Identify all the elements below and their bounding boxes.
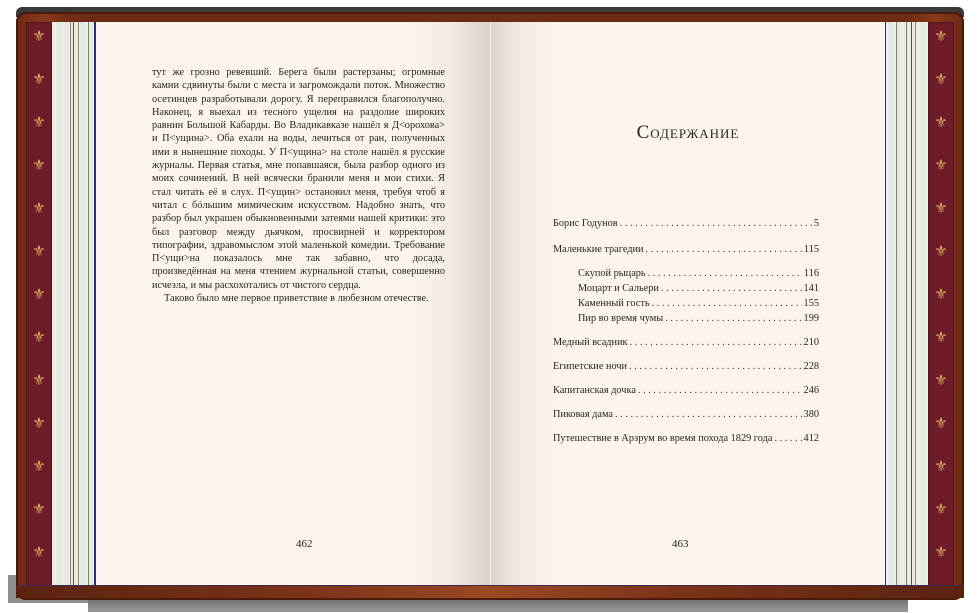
fleur-de-lis-icon: ⚜: [32, 328, 46, 346]
toc-entry-page: 380: [803, 409, 819, 420]
fleur-de-lis-icon: ⚜: [32, 500, 46, 518]
fleur-de-lis-icon: ⚜: [934, 457, 948, 475]
fleur-de-lis-icon: ⚜: [32, 371, 46, 389]
toc-entry-page: 412: [803, 433, 819, 444]
fleur-de-lis-icon: ⚜: [32, 414, 46, 432]
toc-entry-page: 228: [803, 361, 819, 372]
fleur-de-lis-icon: ⚜: [934, 371, 948, 389]
left-page: [96, 22, 490, 585]
fleur-de-lis-icon: ⚜: [32, 27, 46, 45]
toc-entry-title: Маленькие трагедии: [553, 244, 644, 255]
toc-entry-title: Каменный гость: [553, 298, 652, 310]
fleur-de-lis-icon: ⚜: [934, 199, 948, 217]
toc-dot-leader: [648, 268, 802, 280]
left-page-edges: [52, 22, 96, 585]
fleur-de-lis-icon: ⚜: [32, 457, 46, 475]
fleur-de-lis-icon: ⚜: [934, 328, 948, 346]
toc-entry: [553, 337, 819, 349]
fleur-de-lis-icon: ⚜: [934, 242, 948, 260]
toc-entry-title: Путешествие в Арзрум во время похода 1829 года: [553, 433, 773, 444]
toc-entry: [553, 268, 819, 280]
toc-entry-title: Египетские ночи: [553, 361, 628, 372]
toc-entry: [553, 298, 819, 310]
fleur-de-lis-icon: ⚜: [934, 500, 948, 518]
toc-dot-leader: [665, 313, 801, 325]
toc-entry-title: Капитанская дочка: [553, 385, 636, 396]
fleur-de-lis-icon: ⚜: [934, 27, 948, 45]
right-ornament-band: [928, 22, 954, 592]
toc-entry-title: Скупой рыцарь: [553, 268, 648, 280]
fleur-de-lis-icon: ⚜: [934, 543, 948, 561]
toc-entry: [553, 361, 819, 373]
toc-entry-title: Борис Годунов: [553, 218, 618, 229]
right-page-edges: [884, 22, 928, 585]
toc-dot-leader: [646, 244, 802, 256]
toc-entry-title: Моцарт и Сальери: [553, 283, 661, 295]
toc-dot-leader: [652, 298, 802, 310]
toc-dot-leader: [620, 218, 812, 230]
toc-dot-leader: [638, 385, 802, 397]
contents-title: Содержание: [636, 122, 740, 143]
toc-entry: [553, 409, 819, 421]
toc-entry-page: 141: [803, 283, 819, 294]
toc-dot-leader: [630, 337, 802, 349]
right-page: [490, 22, 885, 585]
body-text: [152, 66, 445, 305]
fleur-de-lis-icon: ⚜: [934, 285, 948, 303]
fleur-de-lis-icon: ⚜: [32, 285, 46, 303]
book-shadow-bottom: [88, 598, 908, 612]
fleur-de-lis-icon: ⚜: [32, 199, 46, 217]
toc-entry-title: Медный всадник: [553, 337, 628, 348]
page-number-left: 462: [296, 538, 313, 550]
fleur-de-lis-icon: ⚜: [934, 414, 948, 432]
fleur-de-lis-icon: ⚜: [934, 156, 948, 174]
toc-dot-leader: [615, 409, 802, 421]
table-of-contents: [553, 218, 819, 445]
page-number-right: 463: [672, 538, 689, 550]
toc-entry-page: 246: [803, 385, 819, 396]
toc-entry-title: Пиковая дама: [553, 409, 614, 420]
toc-entry-page: 155: [803, 298, 819, 309]
toc-entry-page: 115: [803, 244, 819, 255]
fleur-de-lis-icon: ⚜: [32, 70, 46, 88]
fleur-de-lis-icon: ⚜: [32, 543, 46, 561]
toc-entry: [553, 218, 819, 230]
book-cover-bottom-edge: [16, 585, 964, 598]
toc-entry: [553, 313, 819, 325]
toc-entry-page: 5: [813, 218, 819, 229]
toc-entry-page: 210: [803, 337, 819, 348]
toc-entry-page: 199: [803, 313, 819, 324]
toc-entry: [553, 433, 819, 445]
toc-dot-leader: [774, 433, 801, 445]
paragraph: Таково было мне первое приветствие в любезном отечестве.: [164, 293, 429, 305]
toc-entry: [553, 283, 819, 295]
fleur-de-lis-icon: ⚜: [32, 242, 46, 260]
toc-dot-leader: [629, 361, 802, 373]
toc-entry-page: 116: [803, 268, 819, 279]
fleur-de-lis-icon: ⚜: [934, 113, 948, 131]
toc-entry: [553, 385, 819, 397]
toc-dot-leader: [661, 283, 802, 295]
toc-entry-title: Пир во время чумы: [553, 313, 665, 325]
left-ornament-band: [26, 22, 52, 592]
paragraph: тут же грозно ревевший. Берега были растерзаны; огромные камни сдвинуты были с места и загромождали поток. Множество осетинцев разработывали дорогу. Я переправился благополучно. Наконец, я выехал из тесного ущелия на раздолие широких равнин Большой Кабарды. Во Владикавказе нашёл я Д<орохова> и П<ущина>. Оба ехали на воды, лечиться от ран, полученных ими в нынешние походы. У П<ущина> на столе нашёл я русские журналы. Первая статья, мне попавшаяся, была разбор одного из моих сочинений. В ней всячески бранили меня и мои стихи. Я стал читать её в слух. П<ущин> остановил меня, требуя чтоб я читал с бóльшим мимическим искусством. Надобно знать, что разбор был украшен обыкновенными затеями нашей критики: это был разговор между дьячком, просвирней и корректором типографии, здравомыслом этой маленькой комедии. Требование П<ущи>на показалось мне так забавно, что досада, произведённая на меня чтением журнальной статьи, совершенно исчезла, и мы расхохотались от чистого сердца.: [152, 67, 445, 291]
toc-entry: [553, 244, 819, 256]
fleur-de-lis-icon: ⚜: [32, 156, 46, 174]
fleur-de-lis-icon: ⚜: [32, 113, 46, 131]
fleur-de-lis-icon: ⚜: [934, 70, 948, 88]
